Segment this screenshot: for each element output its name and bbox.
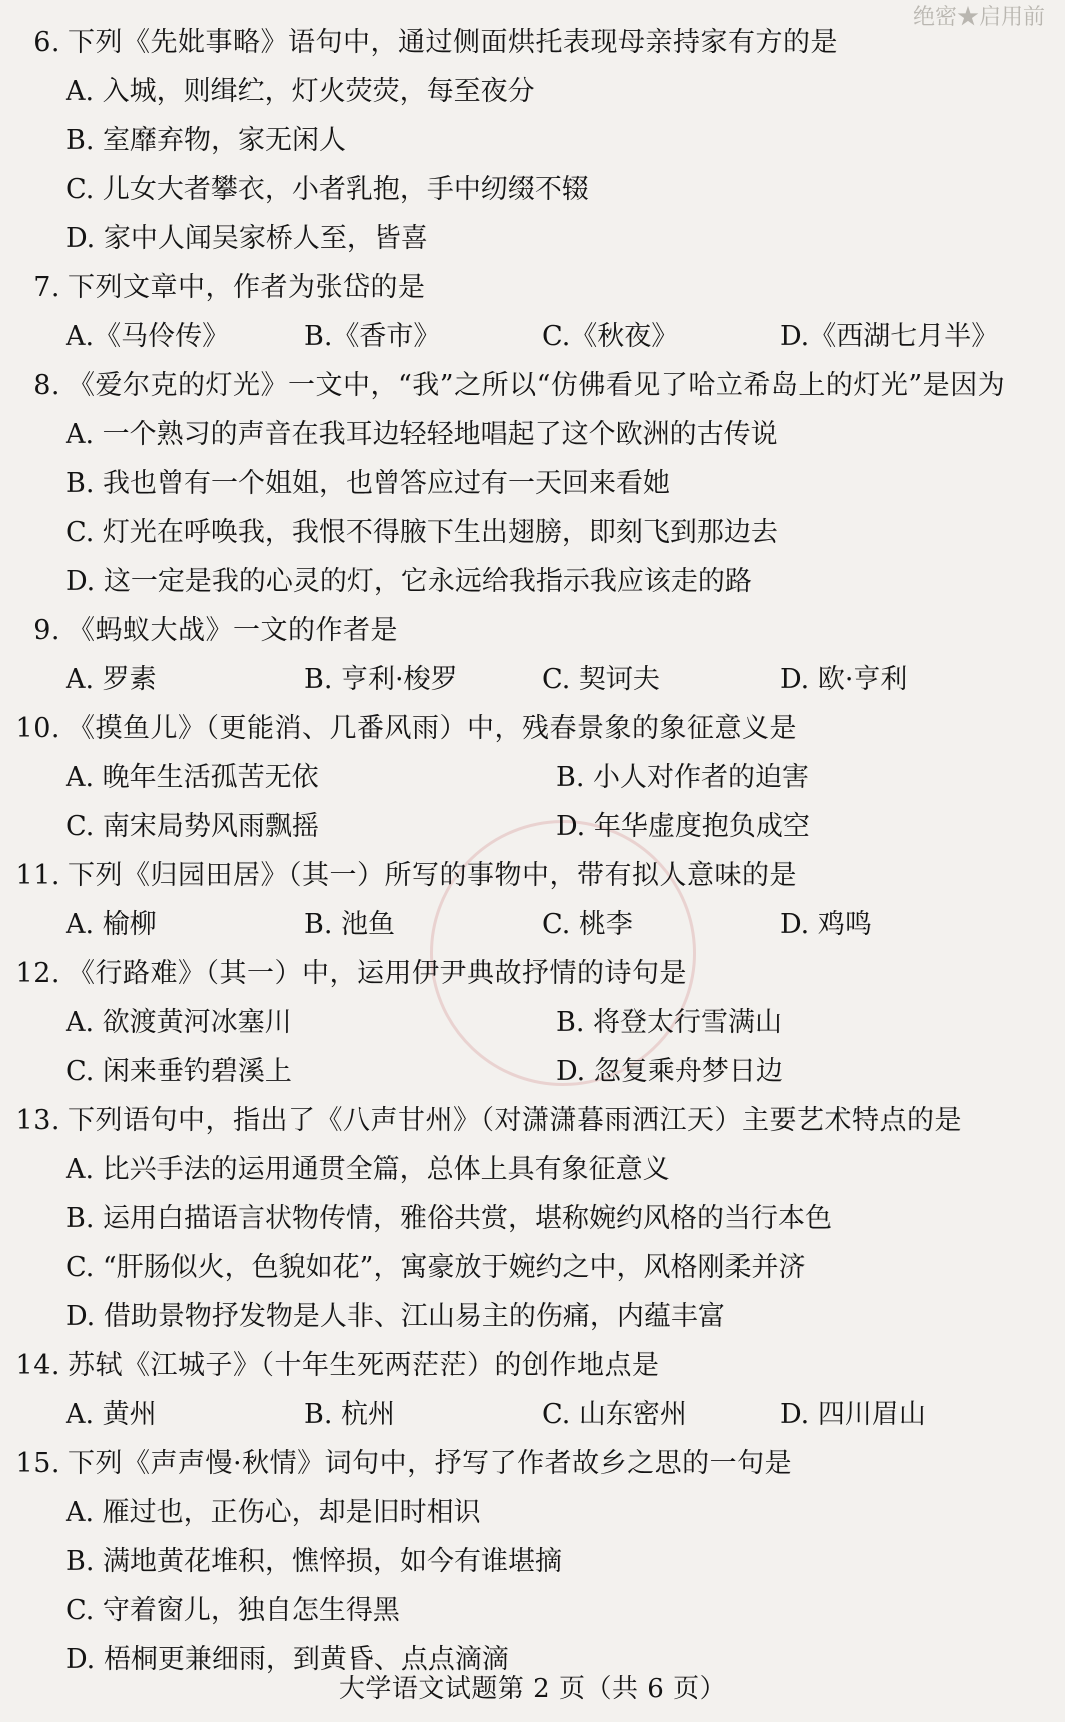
option-line [0,165,1065,214]
option-row [0,998,1065,1047]
question-number: 11. [15,860,60,891]
option-line [0,459,1065,508]
question-3 [0,606,1065,704]
option-D: D. 忽复乘舟梦日边 [556,1056,783,1087]
question-stem [0,361,1065,410]
option-C: C. 闲来垂钓碧溪上 [66,1056,292,1087]
option-D: D. 年华虚度抱负成空 [556,811,810,842]
option-A: A.《马伶传》 [66,321,230,352]
option-B: B. 小人对作者的迫害 [556,762,810,793]
question-number: 10. [15,713,60,744]
page-footer: 大学语文试题第 2 页（共 6 页） [338,1674,727,1704]
option-line [0,1292,1065,1341]
question-text: 下列《归园田居》（其一）所写的事物中，带有拟人意味的是 [68,860,797,891]
option-D: D. 借助景物抒发物是人非、江山易主的伤痛，内蕴丰富 [66,1301,725,1332]
option-line [0,1194,1065,1243]
question-0 [0,18,1065,263]
option-A: A. 罗素 [66,664,157,695]
option-C: C. 山东密州 [542,1399,687,1430]
option-row [0,312,1065,361]
question-2 [0,361,1065,606]
option-B: B. 杭州 [304,1399,396,1430]
option-line [0,1145,1065,1194]
option-row [0,753,1065,802]
question-stem [0,704,1065,753]
option-C: C.《秋夜》 [542,321,679,352]
question-number: 7. [33,272,60,303]
option-B: B. 池鱼 [304,909,396,940]
question-stem [0,1439,1065,1488]
option-B: B. 我也曾有一个姐姐，也曾答应过有一天回来看她 [66,468,671,499]
option-D: D. 欧·亨利 [780,664,908,695]
option-D: D.《西湖七月半》 [780,321,999,352]
option-A: A. 榆柳 [66,909,157,940]
option-line [0,1586,1065,1635]
option-A: A. 欲渡黄河冰塞川 [66,1007,292,1038]
option-line [0,508,1065,557]
option-B: B. 满地黄花堆积，憔悴损，如今有谁堪摘 [66,1546,563,1577]
question-5 [0,851,1065,949]
option-C: C. 南宋局势风雨飘摇 [66,811,319,842]
question-1 [0,263,1065,361]
question-text: 《爱尔克的灯光》一文中，“我”之所以“仿佛看见了哈立希岛上的灯光”是因为 [68,370,1006,401]
option-row [0,655,1065,704]
question-7 [0,1096,1065,1341]
option-D: D. 鸡鸣 [780,909,872,940]
option-C: C. 灯光在呼唤我，我恨不得腋下生出翅膀，即刻飞到那边去 [66,517,778,548]
question-text: 下列《声声慢·秋情》词句中，抒写了作者故乡之思的一句是 [68,1448,793,1479]
option-line [0,1488,1065,1537]
question-stem [0,606,1065,655]
option-line [0,116,1065,165]
option-B: B.《香市》 [304,321,441,352]
option-row [0,1390,1065,1439]
question-number: 14. [15,1350,60,1381]
question-text: 苏轼《江城子》（十年生死两茫茫）的创作地点是 [68,1350,660,1381]
option-line [0,214,1065,263]
question-stem [0,263,1065,312]
question-4 [0,704,1065,851]
question-text: 《行路难》（其一）中，运用伊尹典故抒情的诗句是 [68,958,687,989]
option-row [0,900,1065,949]
option-B: B. 将登太行雪满山 [556,1007,783,1038]
question-list [0,18,1065,1684]
question-text: 下列文章中，作者为张岱的是 [68,272,426,303]
option-D: D. 家中人闻吴家桥人至，皆喜 [66,223,428,254]
option-C: C. “肝肠似火，色貌如花”，寓豪放于婉约之中，风格刚柔并济 [66,1252,806,1283]
option-B: B. 室靡弃物，家无闲人 [66,125,347,156]
option-A: A. 入城，则缉纻，灯火荧荧，每至夜分 [66,76,535,107]
option-C: C. 守着窗儿，独自怎生得黑 [66,1595,400,1626]
option-row [0,802,1065,851]
option-D: D. 这一定是我的心灵的灯，它永远给我指示我应该走的路 [66,566,752,597]
option-line [0,67,1065,116]
option-row [0,1047,1065,1096]
option-line [0,1243,1065,1292]
question-stem [0,851,1065,900]
question-6 [0,949,1065,1096]
option-A: A. 雁过也，正伤心，却是旧时相识 [66,1497,481,1528]
question-8 [0,1341,1065,1439]
question-number: 13. [15,1105,60,1136]
question-number: 9. [33,615,60,646]
question-number: 6. [33,27,60,58]
question-9 [0,1439,1065,1684]
option-C: C. 契诃夫 [542,664,660,695]
question-text: 下列语句中，指出了《八声甘州》（对潇潇暮雨洒江天）主要艺术特点的是 [68,1105,962,1136]
confidential-stamp: 绝密★启用前 [912,5,1045,30]
question-text: 《摸鱼儿》（更能消、几番风雨）中，残春景象的象征意义是 [68,713,797,744]
question-number: 12. [15,958,60,989]
question-stem [0,1341,1065,1390]
option-line [0,557,1065,606]
question-stem [0,18,1065,67]
question-number: 15. [15,1448,60,1479]
option-B: B. 运用白描语言状物传情，雅俗共赏，堪称婉约风格的当行本色 [66,1203,833,1234]
option-A: A. 晚年生活孤苦无依 [66,762,319,793]
option-C: C. 儿女大者攀衣，小者乳抱，手中纫缀不辍 [66,174,589,205]
option-line [0,1537,1065,1586]
option-D: D. 梧桐更兼细雨，到黄昏、点点滴滴 [66,1644,509,1675]
question-number: 8. [33,370,60,401]
option-A: A. 比兴手法的运用通贯全篇，总体上具有象征意义 [66,1154,670,1185]
option-B: B. 亨利·梭罗 [304,664,458,695]
option-A: A. 一个熟习的声音在我耳边轻轻地唱起了这个欧洲的古传说 [66,419,778,450]
question-stem [0,1096,1065,1145]
option-C: C. 桃李 [542,909,633,940]
option-line [0,410,1065,459]
question-text: 下列《先妣事略》语句中，通过侧面烘托表现母亲持家有方的是 [68,27,838,58]
question-text: 《蚂蚁大战》一文的作者是 [68,615,398,646]
question-stem [0,949,1065,998]
option-D: D. 四川眉山 [780,1399,926,1430]
option-A: A. 黄州 [66,1399,157,1430]
